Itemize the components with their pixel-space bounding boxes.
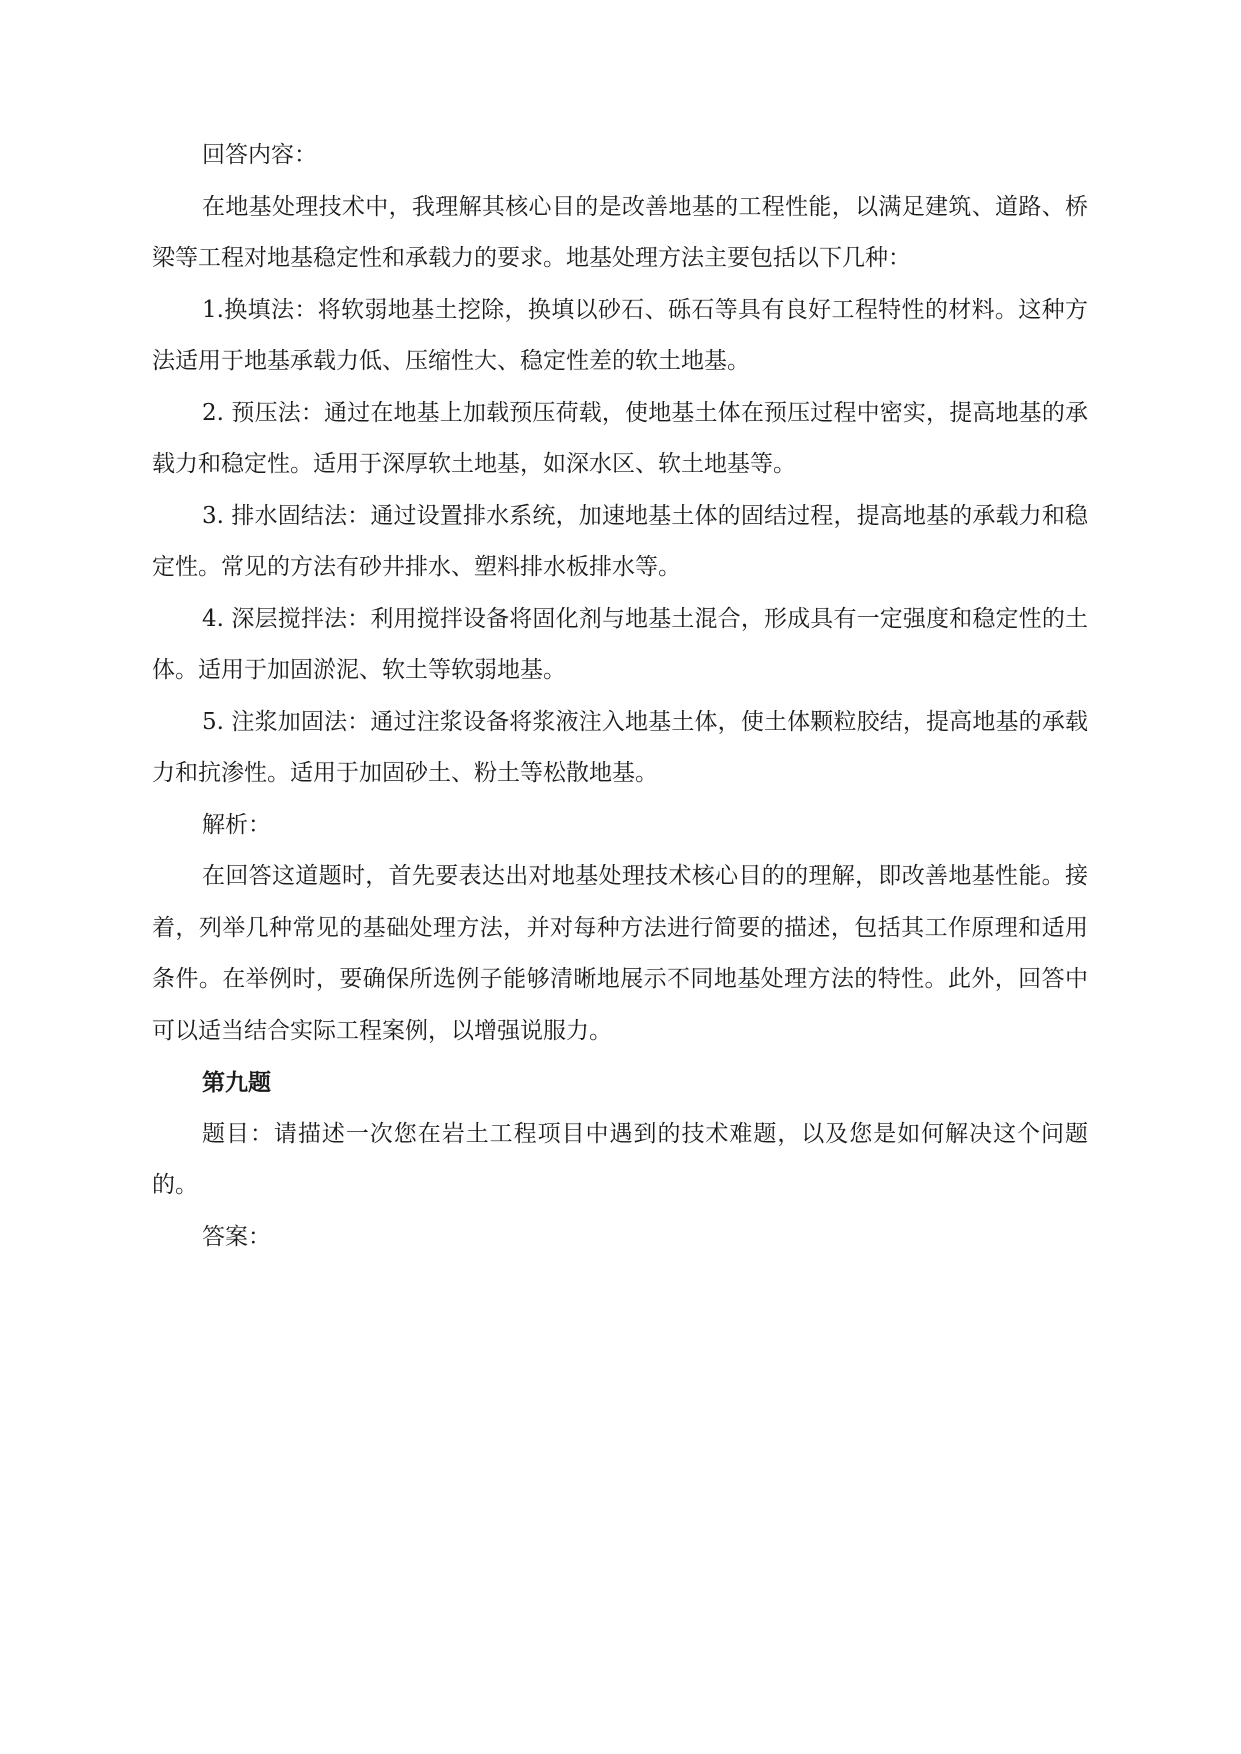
- answer-9-label: 答案：: [202, 1223, 271, 1250]
- intro-paragraph: 在地基处理技术中，我理解其核心目的是改善地基的工程性能，以满足建筑、道路、桥梁等工程对地基稳定性和承载力的要求。地基处理方法主要包括以下几种：: [152, 193, 1088, 271]
- analysis-label: 解析：: [202, 811, 271, 838]
- method-4-paragraph: 4. 深层搅拌法：利用搅拌设备将固化剂与地基土混合，形成具有一定强度和稳定性的土体。适用于加固淤泥、软土等软弱地基。: [152, 605, 1088, 683]
- method-2-paragraph: 2. 预压法：通过在地基上加载预压荷载，使地基土体在预压过程中密实，提高地基的承载力和稳定性。适用于深厚软土地基，如深水区、软土地基等。: [152, 399, 1088, 477]
- method-1-paragraph: 1.换填法：将软弱地基土挖除，换填以砂石、砾石等具有良好工程特性的材料。这种方法适用于地基承载力低、压缩性大、稳定性差的软土地基。: [152, 296, 1088, 374]
- analysis-paragraph: 在回答这道题时，首先要表达出对地基处理技术核心目的的理解，即改善地基性能。接着，列举几种常见的基础处理方法，并对每种方法进行简要的描述，包括其工作原理和适用条件。在举例时，要确保所选例子能够清晰地展示不同地基处理方法的特性。此外，回答中可以适当结合实际工程案例，以增强说服力。: [152, 863, 1088, 1044]
- method-3-paragraph: 3. 排水固结法：通过设置排水系统，加速地基土体的固结过程，提高地基的承载力和稳定性。常见的方法有砂井排水、塑料排水板排水等。: [152, 502, 1088, 580]
- question-9-heading: 第九题: [202, 1069, 271, 1096]
- method-5-paragraph: 5. 注浆加固法：通过注浆设备将浆液注入地基土体，使土体颗粒胶结，提高地基的承载力和抗渗性。适用于加固砂土、粉土等松散地基。: [152, 708, 1088, 786]
- question-9-paragraph: 题目：请描述一次您在岩土工程项目中遇到的技术难题，以及您是如何解决这个问题的。: [152, 1120, 1088, 1198]
- answer-label: 回答内容：: [202, 142, 317, 168]
- document-page: [152, 130, 1088, 1263]
